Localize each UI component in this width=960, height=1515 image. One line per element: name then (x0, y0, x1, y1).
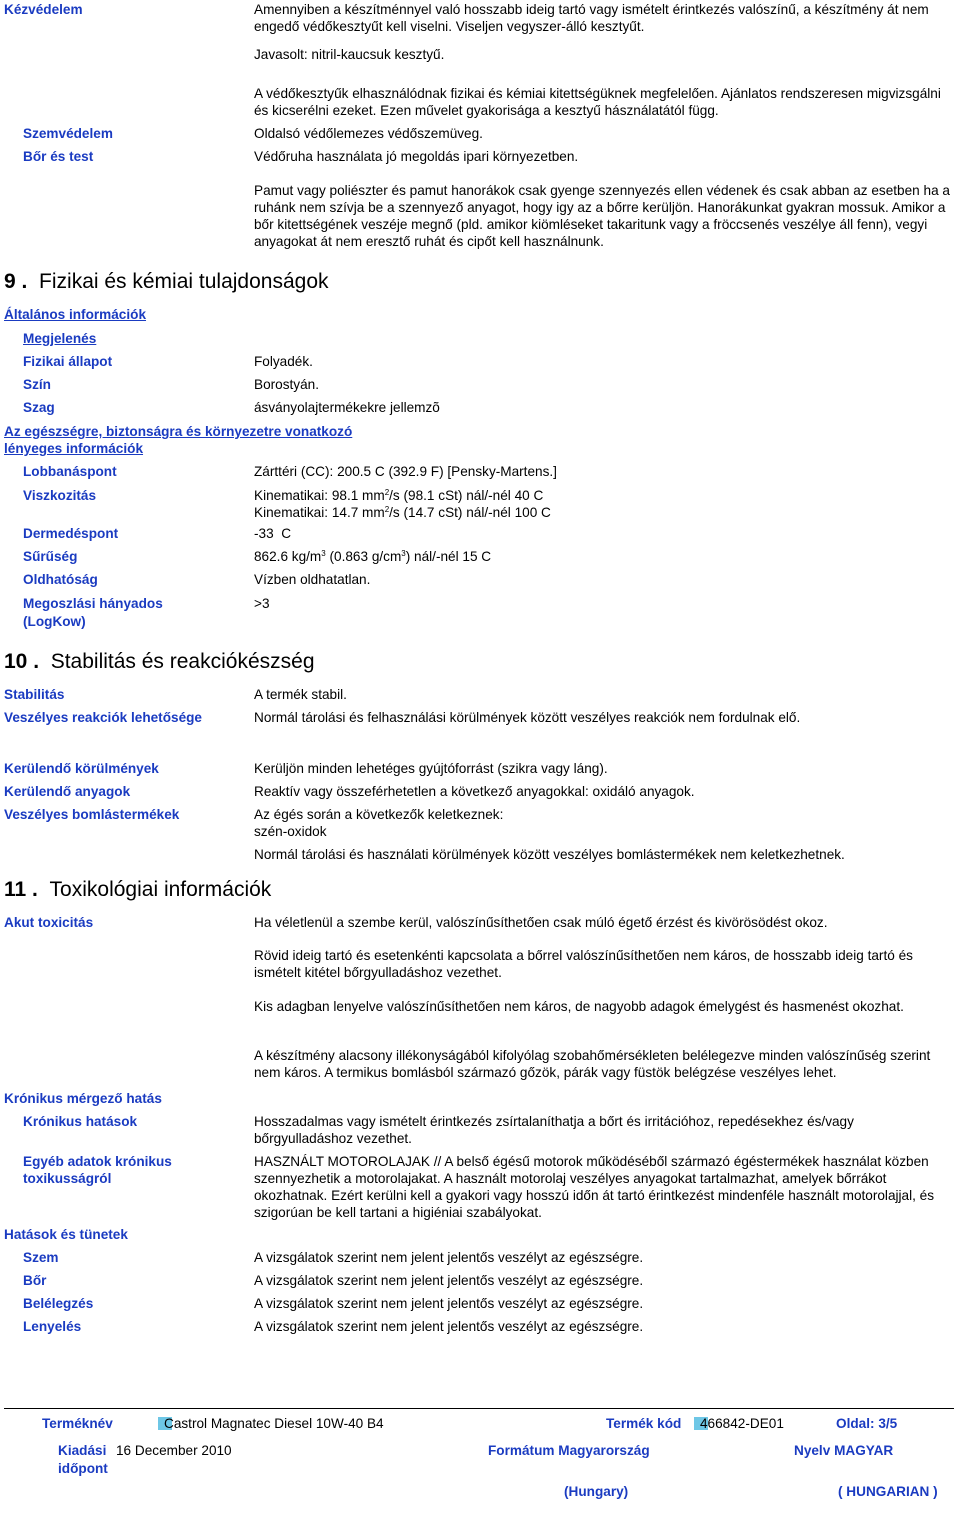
szin-label: Szín (23, 377, 51, 392)
termekkod-value: 466842-DE01 (700, 1416, 784, 1431)
viszkozitas-label: Viszkozitás (23, 488, 97, 503)
lenyeles-label: Lenyelés (23, 1319, 82, 1334)
kerulendo-korulmenyek-label: Kerülendő körülmények (4, 761, 159, 776)
formatum-label: Formátum Magyarország (488, 1443, 650, 1458)
fizikai-allapot-value: Folyadék. (254, 354, 313, 369)
bor-label: Bőr (23, 1273, 47, 1288)
kerulendo-korulmenyek-value: Kerüljön minden lehetéges gyújtóforrást (szikra vagy láng). (254, 761, 608, 776)
kerulendo-anyagok-value: Reaktív vagy összeférhetetlen a következő anyagokkal: oxidáló anyagok. (254, 784, 695, 799)
general-info-link: Általános információk (4, 307, 147, 322)
section-9-heading (4, 270, 329, 294)
lenyeles-value: A vizsgálatok szerint nem jelent jelentős veszélyt az egészségre. (254, 1319, 644, 1334)
egyeb-adatok-value: HASZNÁLT MOTOROLAJAK // A belső égésű motorok működéséből származó égéstermékek használat közben szennyezhetik a motorolajakat. A használt motorolaj veszélyes anyagokat tartalmazhat, amelyek bőrrákot okozhatnak. Ezért kerülni kell a gyakori vagy hosszú időn át tartó érintkezést mindenféle használt motorolajjal, és szigorúan be kell tartani a higiéniai szabályokat. (254, 1154, 935, 1220)
section-10-heading (4, 650, 315, 674)
szag-value: ásványolajtermékekre jellemzõ (254, 400, 440, 415)
lobbanaspont-value: Zárttéri (CC): 200.5 C (392.9 F) [Pensky-Martens.] (254, 464, 557, 479)
nyelv: Nyelv MAGYAR (794, 1443, 894, 1458)
stabilitas-value: A termék stabil. (254, 687, 347, 702)
footer-rule (4, 1408, 954, 1409)
veszelyes-reakciok-label: Veszélyes reakciók lehetősége (4, 710, 202, 725)
nyelv-value-2: ( HUNGARIAN ) (838, 1484, 938, 1499)
section-9-number: 9 . (4, 270, 28, 293)
kerulendo-anyagok-label: Kerülendő anyagok (4, 784, 131, 799)
hatasok-tunetek-label: Hatások és tünetek (4, 1227, 128, 1242)
veszelyes-reakciok-value: Normál tárolási és felhasználási körülmények között veszélyes reakciók nem fordulnak elő. (254, 710, 801, 725)
akut-text-2: Rövid ideig tartó és esetenkénti kapcsolata a bőrrel valószínűsíthetően nem káros, de hosszabb ideig tartó és ismételt kitétel bőrgyulladáshoz vezethet. (254, 948, 913, 980)
kronikus-hatasok-value: Hosszadalmas vagy ismételt érintkezés zsírtalaníthatja a bőrt és irritációhoz, repedésekhez és/vagy bőrgyulladáshoz vezethet. (254, 1114, 854, 1146)
health-info-heading-2: lényeges információk (4, 441, 144, 456)
bor-es-test-text-2: Pamut vagy poliészter és pamut hanorákok csak gyenge szennyezés ellen védenek és csak abban az esetben ha a ruhánk nem szívja be a szennyező anyagot, hogy igy az a bőrre kerüljön. Hanorákunkat gyakran mossuk. Amikor a bőr kitettségének veszéje megnő (pld. amikor kiömléseket takaritunk vagy a fröccsenés veszélye áll fenn), vegyi anyagokat át nem eresztő ruhát és cipőt kell használnunk. (254, 183, 950, 249)
termeknev-value: Castrol Magnatec Diesel 10W-40 B4 (164, 1416, 384, 1431)
bor-es-test-label: Bőr és test (23, 149, 94, 164)
termeknev-value-wrap (158, 1415, 384, 1432)
bomlastermekek-value-1: Az égés során a következők keletkeznek: (254, 807, 504, 822)
szemvedelem-label: Szemvédelem (23, 126, 113, 141)
megoszlasi-label-1: Megoszlási hányados (23, 596, 163, 611)
viszkozitas-value-2: Kinematikai: 14.7 $mm^2/s$ (14.7 cSt) nál/-nél 100 C (254, 505, 551, 520)
kiadasi-label-2: időpont (58, 1461, 108, 1476)
stabilitas-label: Stabilitás (4, 687, 65, 702)
bor-value: A vizsgálatok szerint nem jelent jelentős veszélyt az egészségre. (254, 1273, 644, 1288)
egyeb-adatok-label: Egyéb adatok krónikus toxikusságról (23, 1154, 172, 1186)
akut-toxicitas-label: Akut toxicitás (4, 915, 94, 930)
szin-value: Borostyán. (254, 377, 319, 392)
belelegzes-value: A vizsgálatok szerint nem jelent jelentős veszélyt az egészségre. (254, 1296, 644, 1311)
dermedespont-label: Dermedéspont (23, 526, 119, 541)
bomlastermekek-label: Veszélyes bomlástermékek (4, 807, 180, 822)
health-info-heading-1: Az egészségre, biztonságra és környezetre vonatkozó (4, 424, 353, 439)
szem-label: Szem (23, 1250, 59, 1265)
section-11-number: 11 . (4, 878, 38, 901)
kezvedelem-text-1: Amennyiben a készítménnyel való hosszabb ideig tartó vagy ismételt érintkezés valószínű, a készítmény át nem engedő védőkesztyűt kell viselni. Viseljen vegyszer-álló kesztyűt. (254, 2, 929, 34)
viszkozitas-value-1: Kinematikai: 98.1 $mm^2/s$ (98.1 cSt) nál/-nél 40 C (254, 488, 544, 503)
bomlastermekek-value-2: szén-oxidok (254, 824, 327, 839)
szemvedelem-text: Oldalsó védőlemezes védőszemüveg. (254, 126, 483, 141)
dermedespont-value: -33 C (254, 526, 292, 541)
kronikus-hatasok-label: Krónikus hatások (23, 1114, 138, 1129)
bomlastermekek-value-3: Normál tárolási és használati körülmények között veszélyes bomlástermékek nem keletkezhetnek. (254, 847, 845, 862)
kezvedelem-text-2: Javasolt: nitril-kaucsuk kesztyű. (254, 47, 445, 62)
suruseg-value: 862.6 $kg/m^3$ (0.863 $g/cm^3$) nál/-nél 15 C (254, 549, 492, 564)
section-11-title: Toxikológiai információk (49, 878, 272, 901)
suruseg-label: Sűrűség (23, 549, 78, 564)
kiadasi-label-1: Kiadási (58, 1443, 107, 1458)
oldhatosag-value: Vízben oldhatatlan. (254, 572, 371, 587)
termekkod-label: Termék kód (606, 1416, 682, 1431)
section-9-title: Fizikai és kémiai tulajdonságok (39, 270, 329, 293)
megoszlasi-value: >3 (254, 596, 270, 611)
akut-text-1: Ha véletlenül a szembe kerül, valószínűsíthetően csak múló égető érzést és kivörösödést okoz. (254, 915, 828, 930)
szag-label: Szag (23, 400, 55, 415)
formatum-value: (Hungary) (564, 1484, 629, 1499)
bor-es-test-text-1: Védőruha használata jó megoldás ipari környezetben. (254, 149, 579, 164)
termeknev-label: Terméknév (42, 1416, 113, 1431)
section-11-heading (4, 878, 271, 902)
kronikus-label: Krónikus mérgező hatás (4, 1091, 162, 1106)
oldhatosag-label: Oldhatóság (23, 572, 98, 587)
kezvedelem-label: Kézvédelem (4, 2, 83, 17)
oldal-value: 3/5 (878, 1416, 898, 1431)
section-10-title: Stabilitás és reakciókészség (50, 650, 315, 673)
oldal: Oldal: 3/5 (836, 1416, 898, 1431)
akut-text-3: Kis adagban lenyelve valószínűsíthetően nem káros, de nagyobb adagok émelygést és hasmenést okozhat. (254, 999, 904, 1014)
lobbanaspont-label: Lobbanáspont (23, 464, 117, 479)
termekkod-value-wrap (694, 1415, 784, 1432)
megoszlasi-label-2: (LogKow) (23, 614, 86, 629)
nyelv-value: MAGYAR (834, 1443, 894, 1458)
szem-value: A vizsgálatok szerint nem jelent jelentős veszélyt az egészségre. (254, 1250, 644, 1265)
belelegzes-label: Belélegzés (23, 1296, 94, 1311)
section-10-number: 10 . (4, 650, 40, 673)
kiadasi-value: 16 December 2010 (116, 1443, 232, 1458)
akut-text-4: A készítmény alacsony illékonyságából kifolyólag szobahőmérsékleten belélegezve minden valószínűség szerint nem káros. A termikus bomlásból származó gőzök, párák vagy füstök belégzése veszélyes lehet. (254, 1048, 931, 1080)
fizikai-allapot-label: Fizikai állapot (23, 354, 113, 369)
kezvedelem-text-3: A védőkesztyűk elhasználódnak fizikai és kémiai kitettségüknek megfelelően. Ajánlatos rendszeresen migvizsgálni és kicserélni ezeket. Ezen művelet gyakorisága a kesztyű hásználatától függ. (254, 86, 941, 118)
megjelenes-label: Megjelenés (23, 331, 97, 346)
